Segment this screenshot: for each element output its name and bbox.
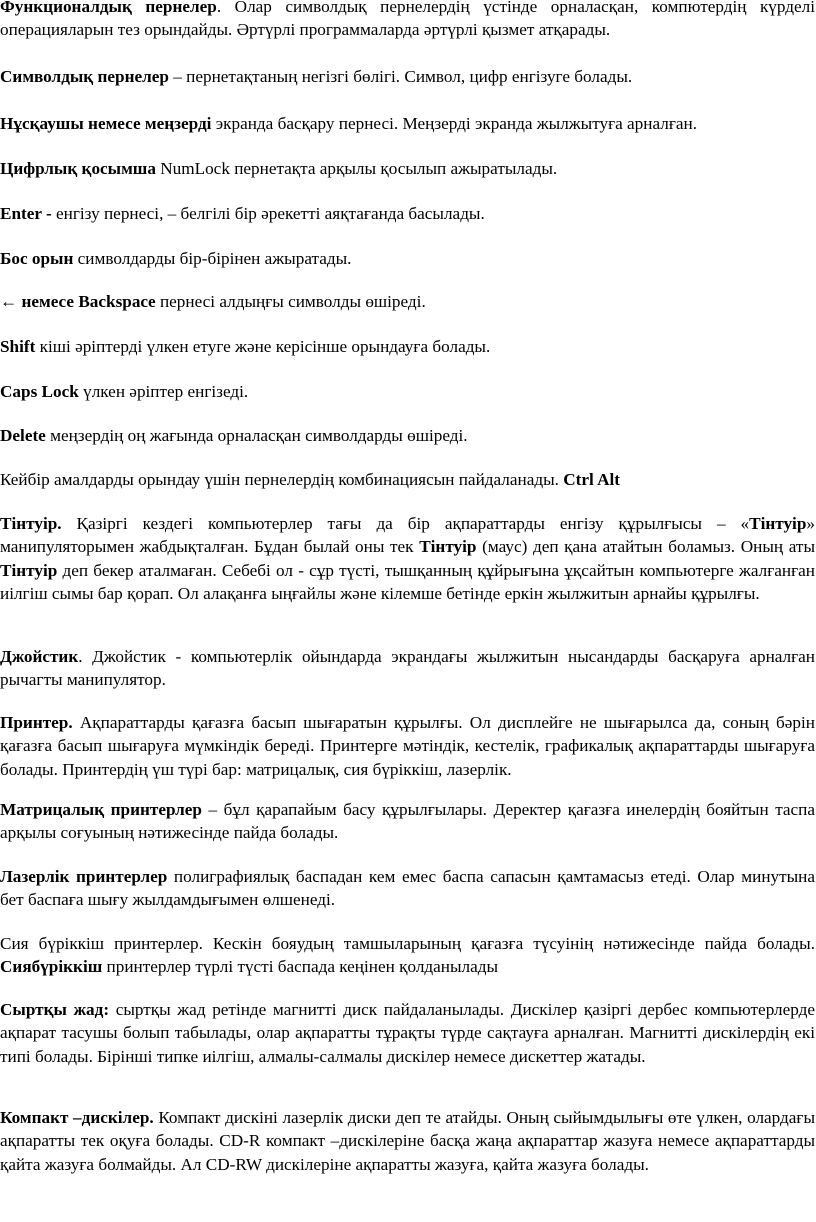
paragraph-cursor-keys [0,112,815,135]
bold-term: Бос орын [0,249,74,268]
bold-term: Нұсқаушы немесе меңзерді [0,114,212,133]
bold-term: Тінтуір [419,537,477,557]
paragraph-text: сыртқы жад ретінде магнитті диск пайдаланылады. Дискілер қазіргі дербес компьютерлерде ақпарат тасушы болып табылады, олар ақпаратты тұрақты түрде сақтауға арналған. Магнитті дискілердің екі типі болады. Бірінші типке иілгіш, алмалы-салмалы дискілер немесе дискеттер жатады. [0,1000,816,1066]
paragraph-printer [0,711,815,781]
paragraph-text: пернесі алдыңғы символды өшіреді. [155,292,426,311]
bold-term: Delete [0,426,46,445]
bold-term: Функционалдық пернелер [0,0,217,16]
paragraph-text: үлкен әріптер енгізеді. [78,382,249,401]
paragraph-mouse [0,512,815,606]
paragraph-key-combinations [0,468,815,491]
paragraph-text: полиграфиялық баспадан кем емес баспа сапасын қамтамасыз етеді. Олар минутына бет баспаға шығу жылдамдығымен өлшенеді. [0,867,816,910]
paragraph-text: . Олар символдық пернелердің үстінде орналасқан, компютердің күрделі операцияларын тез орындайды. Әртүрлі программаларда әртүрлі қызмет атқарады. [0,0,815,40]
paragraph-text: принтерлер түрлі түсті баспада кеңінен қолданылады [102,957,499,977]
paragraph-text: енгізу пернесі, – белгілі бір әрекетті аяқтағанда басылады. [51,204,485,223]
paragraph-numeric-keypad [0,157,815,180]
paragraph-text: деп бекер аталмаған. Себебі ол - сұр түсті, тышқанның құйрығына ұқсайтын компьютерге жалғанған иілгіш сымы бар қорап. Ол алақанға ыңғайлы және кілемше бетінде еркін жылжитын арнайы құрылғы. [0,560,815,604]
bold-term: ← немесе Backspace [0,292,156,311]
bold-term: Ctrl Alt [563,470,621,489]
paragraph-text: NumLock пернетақта арқылы қосылып ажыратылады. [155,159,558,178]
bold-term: Символдық пернелер [0,67,169,86]
paragraph-text: экранда басқару пернесі. Меңзерді экранда жылжытуға арналған. [211,114,698,133]
paragraph-shift-key [0,335,815,358]
paragraph-space-key [0,247,815,270]
paragraph-text: Кейбір амалдарды орындау үшін пернелердің комбинациясын пайдаланады. [0,470,564,489]
paragraph-text: Ақпараттарды қағазға басып шығаратын құрылғы. Ол дисплейге не шығарылса да, соның бәрін қағазға басып шығаруға мүмкіндік береді. Принтерге мәтіндік, кестелік, графикалық ақпараттарды шығаруға болады. Принтердің үш түрі бар: матрицалық, сия бүріккіш, лазерлік. [0,713,815,779]
bold-term: Тінтуір [749,514,807,533]
bold-term: Тінтуір. [0,514,62,533]
bold-term: Матрицалық принтерлер [0,800,202,819]
bold-term: Caps Lock [0,382,79,401]
paragraph-text: – бұл қарапайым басу құрылғылары. Деректер қағазға инелердің бояйтын таспа арқылы соғуының нәтижесінде пайда болады. [0,800,816,843]
bold-term: Джойстик [0,647,79,666]
paragraph-text: меңзердің оң жағында орналасқан символдарды өшіреді. [45,426,468,445]
bold-term: Enter - [0,204,52,223]
paragraph-text: символдарды бір-бірінен ажыратады. [73,249,352,268]
bold-term: Компакт –дискілер. [0,1108,154,1127]
paragraph-text: (маус) деп қана атайтын боламыз. Оның аты [476,537,815,557]
paragraph-text: – пернетақтаның негізгі бөлігі. Символ, цифр енгізуге болады. [168,67,633,86]
paragraph-dot-matrix-printers [0,798,815,845]
paragraph-laser-printers [0,865,815,912]
paragraph-capslock-key [0,380,815,403]
paragraph-text: » манипуляторымен жабдықталған. Бұдан былай оны тек [0,514,815,557]
bold-term: Цифрлық қосымша [0,159,156,178]
paragraph-text: Сия бүріккіш принтерлер. Кескін бояудың тамшыларының қағазға түсуінің нәтижесінде пайда болады. [0,934,815,953]
paragraph-functional-keys [0,0,815,42]
bold-term: Shift [0,337,36,356]
bold-term: Сыртқы жад: [0,1000,110,1019]
bold-term: Сиябүріккіш [0,957,103,977]
paragraph-joystick [0,645,815,692]
paragraph-external-memory [0,998,815,1068]
paragraph-symbol-keys [0,65,815,88]
paragraph-text: . Джойстик - компьютерлік ойындарда экрандағы жылжитын нысандарды басқаруға арналған рычагты манипулятор. [0,647,815,690]
paragraph-enter-key [0,202,815,225]
paragraph-text: Қазіргі кездегі компьютерлер тағы да бір ақпараттарды енгізу құрылғысы – « [61,514,750,533]
paragraph-text: Компакт дискіні лазерлік диски деп те атайды. Оның сыйымдылығы өте үлкен, олардағы ақпаратты тек оқуға болады. CD-R компакт –дискілеріне басқа жаңа ақпараттар жазуға немесе ақпараттарды қайта жазуға болмайды. Ал CD-RW дискілеріне ақпаратты жазуға, қайта жазуға болады. [0,1108,815,1174]
paragraph-text: кіші әріптерді үлкен етуге және керісінше орындауға болады. [35,337,491,356]
paragraph-delete-key [0,424,815,447]
bold-term: Лазерлік принтерлер [0,867,168,886]
bold-term: Принтер. [0,713,73,732]
paragraph-compact-discs [0,1106,815,1176]
paragraph-backspace-key [0,290,815,313]
bold-term: Тінтуір [0,560,58,580]
paragraph-inkjet-printers [0,932,815,979]
